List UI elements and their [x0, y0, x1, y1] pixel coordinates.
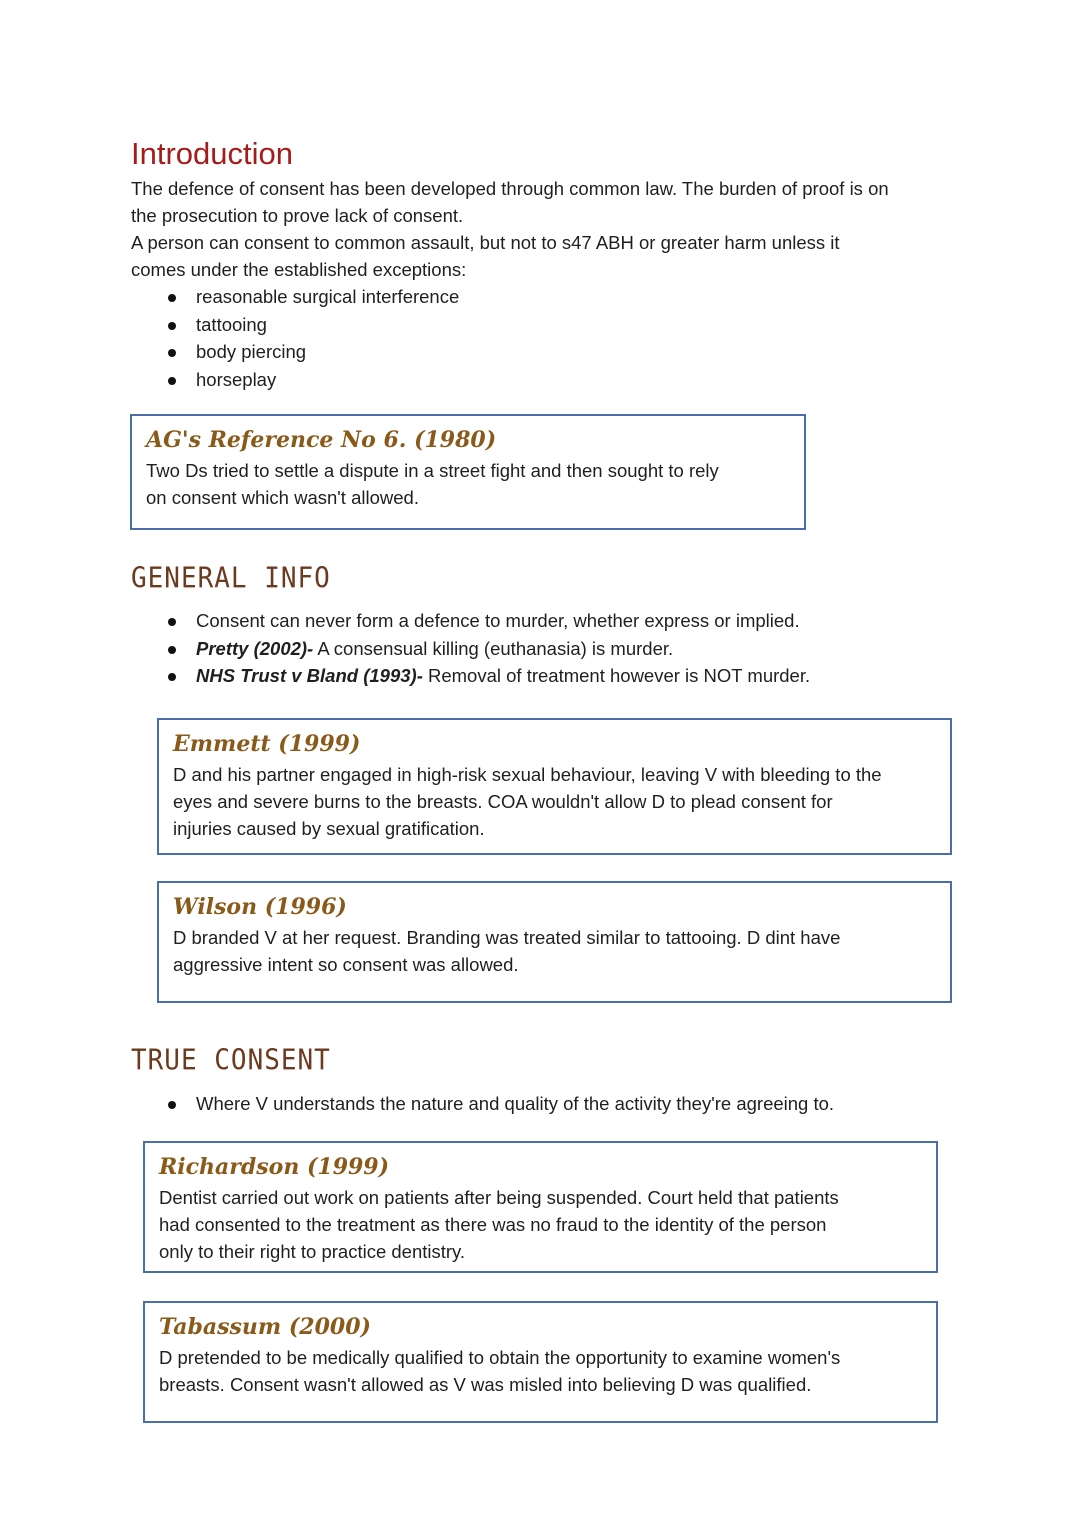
list-item: Where V understands the nature and quality of the activity they're agreeing to. — [131, 1090, 991, 1118]
case-text-line: D branded V at her request. Branding was treated similar to tattooing. D dint have — [173, 927, 841, 948]
case-title: Emmett (1999) — [173, 731, 361, 757]
intro-paragraph-1 — [131, 175, 889, 229]
case-text-line: breasts. Consent wasn't allowed as V was misled into believing D was qualified. — [159, 1374, 812, 1395]
list-item: NHS Trust v Bland (1993)- Removal of treatment however is NOT murder. — [131, 662, 991, 690]
intro-paragraph-1-line-1: The defence of consent has been developed through common law. The burden of proof is on — [131, 178, 889, 199]
section-title-general-info: GENERAL INFO — [131, 562, 331, 596]
list-item: tattooing — [131, 311, 931, 339]
case-box-wilson — [157, 881, 952, 1003]
case-box-tabassum — [143, 1301, 938, 1423]
case-text-line: on consent which wasn't allowed. — [146, 487, 419, 508]
bullet-icon — [168, 377, 176, 385]
case-title: Tabassum (2000) — [159, 1314, 371, 1340]
case-text-line: D and his partner engaged in high-risk sexual behaviour, leaving V with bleeding to the — [173, 764, 882, 785]
case-text-line: only to their right to practice dentistry. — [159, 1241, 466, 1262]
list-item: Consent can never form a defence to murder, whether express or implied. — [131, 607, 991, 635]
bullet-icon — [168, 646, 176, 654]
bullet-icon — [168, 1101, 176, 1109]
case-reference: NHS Trust v Bland (1993)- — [196, 665, 423, 686]
true-consent-list — [131, 1090, 991, 1118]
exceptions-list — [131, 283, 931, 393]
list-item: reasonable surgical interference — [131, 283, 931, 311]
list-item: body piercing — [131, 338, 931, 366]
intro-paragraph-1-line-2: the prosecution to prove lack of consent. — [131, 205, 464, 226]
case-text-line: Two Ds tried to settle a dispute in a street fight and then sought to rely — [146, 460, 719, 481]
section-title-true-consent: TRUE CONSENT — [131, 1044, 331, 1078]
list-item: horseplay — [131, 366, 931, 394]
intro-paragraph-2-line-1: A person can consent to common assault, but not to s47 ABH or greater harm unless it — [131, 232, 840, 253]
case-text-line: injuries caused by sexual gratification. — [173, 818, 485, 839]
case-text-line: aggressive intent so consent was allowed. — [173, 954, 519, 975]
case-title: Richardson (1999) — [159, 1154, 390, 1180]
intro-paragraph-2-line-2: comes under the established exceptions: — [131, 259, 467, 280]
case-text-line: D pretended to be medically qualified to obtain the opportunity to examine women's — [159, 1347, 841, 1368]
case-reference: Pretty (2002)- — [196, 637, 314, 659]
case-box-richardson — [143, 1141, 938, 1273]
case-text-line: had consented to the treatment as there was no fraud to the identity of the person — [159, 1214, 827, 1235]
list-item: Pretty (2002)- A consensual killing (euthanasia) is murder. — [131, 635, 991, 663]
general-info-list — [131, 607, 991, 690]
case-text-line: eyes and severe burns to the breasts. COA wouldn't allow D to plead consent for — [173, 791, 833, 812]
bullet-icon — [168, 294, 176, 302]
bullet-icon — [168, 349, 176, 357]
intro-paragraph-2 — [131, 229, 840, 283]
bullet-icon — [168, 322, 176, 330]
bullet-icon — [168, 673, 176, 681]
case-title: Wilson (1996) — [173, 894, 347, 920]
case-title: AG's Reference No 6. (1980) — [146, 427, 497, 453]
case-text-line: Dentist carried out work on patients after being suspended. Court held that patients — [159, 1187, 839, 1208]
bullet-icon — [168, 618, 176, 626]
case-box-emmett — [157, 718, 952, 855]
intro-title: Introduction — [131, 136, 293, 171]
case-box-ag-reference — [130, 414, 806, 530]
